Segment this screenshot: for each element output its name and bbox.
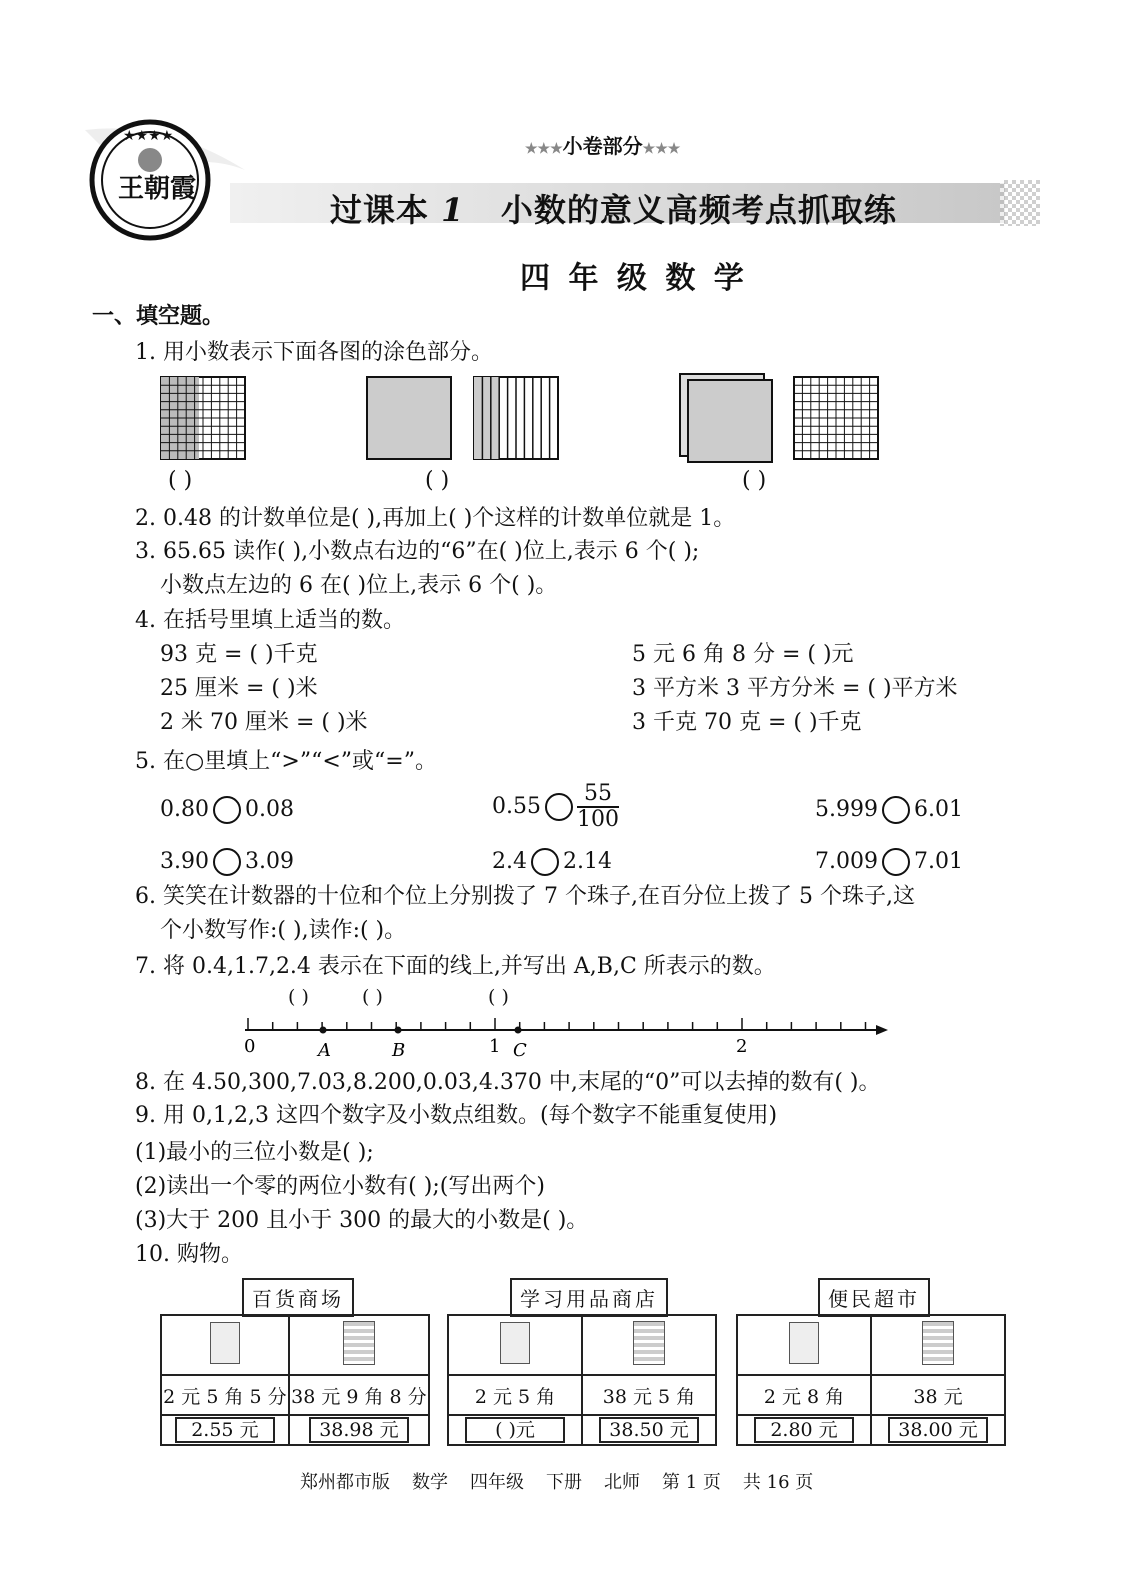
q4-left-1: 93 克 = ( )千克: [160, 642, 318, 667]
notebook-cell: [161, 1315, 289, 1375]
calculator-icon: [922, 1321, 954, 1365]
decimal-price: 2.80 元: [754, 1417, 854, 1443]
shop-table: [736, 1314, 1006, 1446]
compare-circle[interactable]: [882, 796, 910, 824]
section-heading: 一、填空题。: [92, 304, 225, 329]
grid-figure-1: [160, 376, 250, 462]
compare-circle[interactable]: [213, 796, 241, 824]
grid-figure-2: [793, 376, 883, 462]
decimal-price: 38.98 元: [309, 1417, 409, 1443]
compare-circle[interactable]: [531, 848, 559, 876]
notebook-cell: [737, 1315, 871, 1375]
compare-circle[interactable]: [213, 848, 241, 876]
point-c-dot: [515, 1027, 522, 1034]
logo-text: 王朝霞: [118, 174, 197, 204]
notebook-icon: [789, 1322, 819, 1364]
price-text: 2 元 8 角: [737, 1375, 871, 1415]
compare-item: 3.90 3.09: [160, 849, 294, 874]
q4-left-2: 25 厘米 = ( )米: [160, 676, 318, 701]
q4-right-2: 3 平方米 3 平方分米 = ( )平方米: [632, 676, 958, 701]
tick-label-0: 0: [244, 1036, 256, 1057]
tick-label-2: 2: [736, 1036, 748, 1057]
price-text: 38 元: [871, 1375, 1005, 1415]
point-blank-c[interactable]: ( ): [488, 986, 509, 1008]
stacked-squares: [678, 372, 778, 464]
svg-text:★★★★: ★★★★: [123, 128, 174, 144]
shop-table: [447, 1314, 717, 1446]
question-3-line1: 3. 65.65 读作( ),小数点右边的“6”在( )位上,表示 6 个( );: [135, 539, 700, 564]
question-9-3: (3)大于 200 且小于 300 的最大的小数是( )。: [135, 1208, 589, 1233]
point-blank-a[interactable]: ( ): [288, 986, 309, 1008]
decimal-price: 2.55 元: [175, 1417, 275, 1443]
shop-table: [160, 1314, 430, 1446]
strip-figure: [473, 376, 563, 462]
q4-right-1: 5 元 6 角 8 分 = ( )元: [632, 642, 854, 667]
question-3-line2: 小数点左边的 6 在( )位上,表示 6 个( )。: [160, 573, 558, 598]
shaded-square: [366, 376, 456, 462]
price-text: 2 元 5 角 5 分: [161, 1375, 289, 1415]
question-9: 9. 用 0,1,2,3 这四个数字及小数点组数。(每个数字不能重复使用): [135, 1103, 778, 1128]
compare-item: 0.55 $\frac{55}{100}$: [492, 781, 619, 833]
calculator-icon: [633, 1321, 665, 1365]
question-7: 7. 将 0.4,1.7,2.4 表示在下面的线上,并写出 A,B,C 所表示的数。: [135, 954, 776, 979]
question-1: 1. 用小数表示下面各图的涂色部分。: [135, 340, 493, 365]
banner: ★★★小卷部分★★★: [525, 134, 681, 158]
price-text: 38 元 9 角 8 分: [289, 1375, 429, 1415]
notebook-icon: [500, 1322, 530, 1364]
page-footer: 郑州都市版 数学 四年级 下册 北师 第 1 页 共 16 页: [300, 1472, 814, 1493]
q4-left-3: 2 米 70 厘米 = ( )米: [160, 710, 368, 735]
point-b-dot: [395, 1027, 402, 1034]
question-6-line2: 个小数写作:( ),读作:( )。: [160, 918, 407, 943]
question-6-line1: 6. 笑笑在计数器的十位和个位上分别拨了 7 个珠子,在百分位上拨了 5 个珠子,这: [135, 884, 915, 909]
notebook-icon: [210, 1322, 240, 1364]
question-10: 10. 购物。: [135, 1242, 243, 1267]
compare-item: 2.4 2.14: [492, 849, 612, 874]
point-a-dot: [320, 1027, 327, 1034]
question-5: 5. 在○里填上“>”“<”或“=”。: [135, 749, 437, 774]
shop-label: 便民超市: [818, 1278, 930, 1317]
q4-right-3: 3 千克 70 克 = ( )千克: [632, 710, 862, 735]
question-4: 4. 在括号里填上适当的数。: [135, 608, 405, 633]
point-label-c: C: [513, 1040, 527, 1061]
answer-blank-3[interactable]: ( ): [742, 468, 767, 493]
answer-blank-2[interactable]: ( ): [425, 468, 450, 493]
calculator-cell: [582, 1315, 716, 1375]
fraction: $\frac{55}{100}$: [576, 781, 619, 833]
price-text: 2 元 5 角: [448, 1375, 582, 1415]
tick-label-1: 1: [489, 1036, 501, 1057]
question-9-1: (1)最小的三位小数是( );: [135, 1140, 374, 1165]
calculator-cell: [871, 1315, 1005, 1375]
price-text: 38 元 5 角: [582, 1375, 716, 1415]
point-blank-b[interactable]: ( ): [362, 986, 383, 1008]
question-2: 2. 0.48 的计数单位是( ),再加上( )个这样的计数单位就是 1。: [135, 506, 736, 531]
compare-circle[interactable]: [882, 848, 910, 876]
compare-item: 7.009 7.01: [815, 849, 963, 874]
page-subtitle: 四 年 级 数 学: [520, 261, 748, 296]
question-8: 8. 在 4.50,300,7.03,8.200,0.03,4.370 中,末尾的“0”可以去掉的数有( )。: [135, 1070, 881, 1095]
checker-pattern: [1000, 180, 1040, 226]
question-9-2: (2)读出一个零的两位小数有( );(写出两个): [135, 1174, 545, 1199]
shop-label: 学习用品商店: [510, 1278, 668, 1317]
shop-label: 百货商场: [242, 1278, 354, 1317]
star-icon: ★★★: [525, 141, 563, 157]
compare-item: 0.80 0.08: [160, 797, 294, 822]
calculator-cell: [289, 1315, 429, 1375]
compare-circle[interactable]: [545, 793, 573, 821]
calculator-icon: [343, 1321, 375, 1365]
decimal-price: 38.50 元: [599, 1417, 699, 1443]
compare-item: 5.999 6.01: [815, 797, 963, 822]
star-icon: ★★★: [642, 141, 681, 157]
decimal-price: 38.00 元: [888, 1417, 988, 1443]
page-title: 过课本 1 小数的意义高频考点抓取练: [330, 191, 897, 229]
answer-blank-1[interactable]: ( ): [168, 468, 193, 493]
point-label-a: A: [318, 1040, 331, 1061]
decimal-price-blank[interactable]: ( )元: [465, 1417, 565, 1443]
notebook-cell: [448, 1315, 582, 1375]
point-label-b: B: [392, 1040, 406, 1061]
